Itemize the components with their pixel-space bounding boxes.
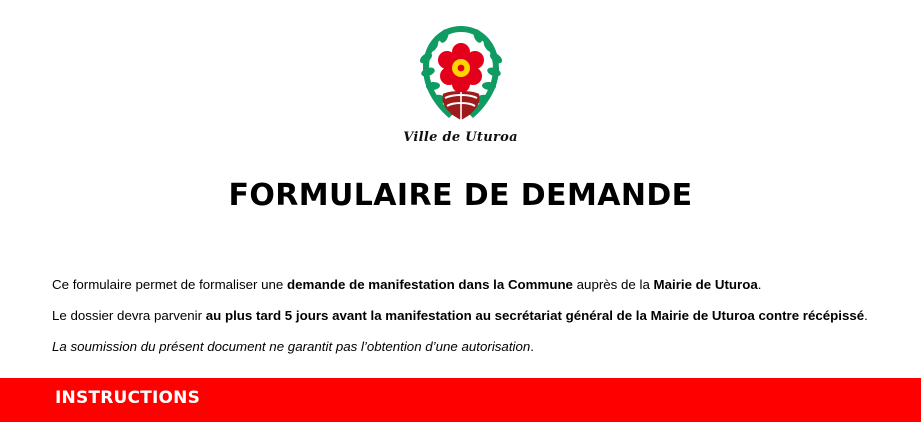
disclaimer-run-1: La soumission du présent document ne garantit pas l’obtention d’une autorisation bbox=[52, 338, 531, 354]
deadline-run-1: Le dossier devra parvenir bbox=[52, 308, 206, 324]
disclaimer-run-2: . bbox=[530, 338, 534, 354]
deadline-run-2: au plus tard 5 jours avant la manifestation au secrétariat général de la Mairie de Uturoa contre récépissé bbox=[205, 308, 865, 324]
paragraph-intro bbox=[52, 276, 872, 294]
section-header-instructions bbox=[0, 378, 921, 422]
intro-text-block bbox=[52, 263, 872, 355]
intro-run-1: Ce formulaire permet de formaliser une bbox=[52, 277, 288, 293]
intro-run-4: Mairie de Uturoa bbox=[653, 277, 758, 293]
paragraph-disclaimer bbox=[52, 338, 872, 356]
paragraph-deadline bbox=[52, 307, 872, 325]
intro-run-3: auprès de la bbox=[572, 277, 654, 293]
page-bottom-spacer bbox=[0, 422, 921, 448]
page-title: FORMULAIRE DE DEMANDE bbox=[228, 178, 693, 213]
intro-run-5: . bbox=[757, 277, 762, 293]
section-header-label: INSTRUCTIONS bbox=[55, 388, 201, 408]
deadline-run-3: . bbox=[864, 308, 868, 324]
intro-run-2: demande de manifestation dans la Commune bbox=[287, 277, 573, 293]
logo-block bbox=[0, 22, 921, 145]
logo-caption: Ville de Uturoa bbox=[403, 130, 518, 145]
ville-de-uturoa-crest-icon bbox=[411, 22, 511, 134]
